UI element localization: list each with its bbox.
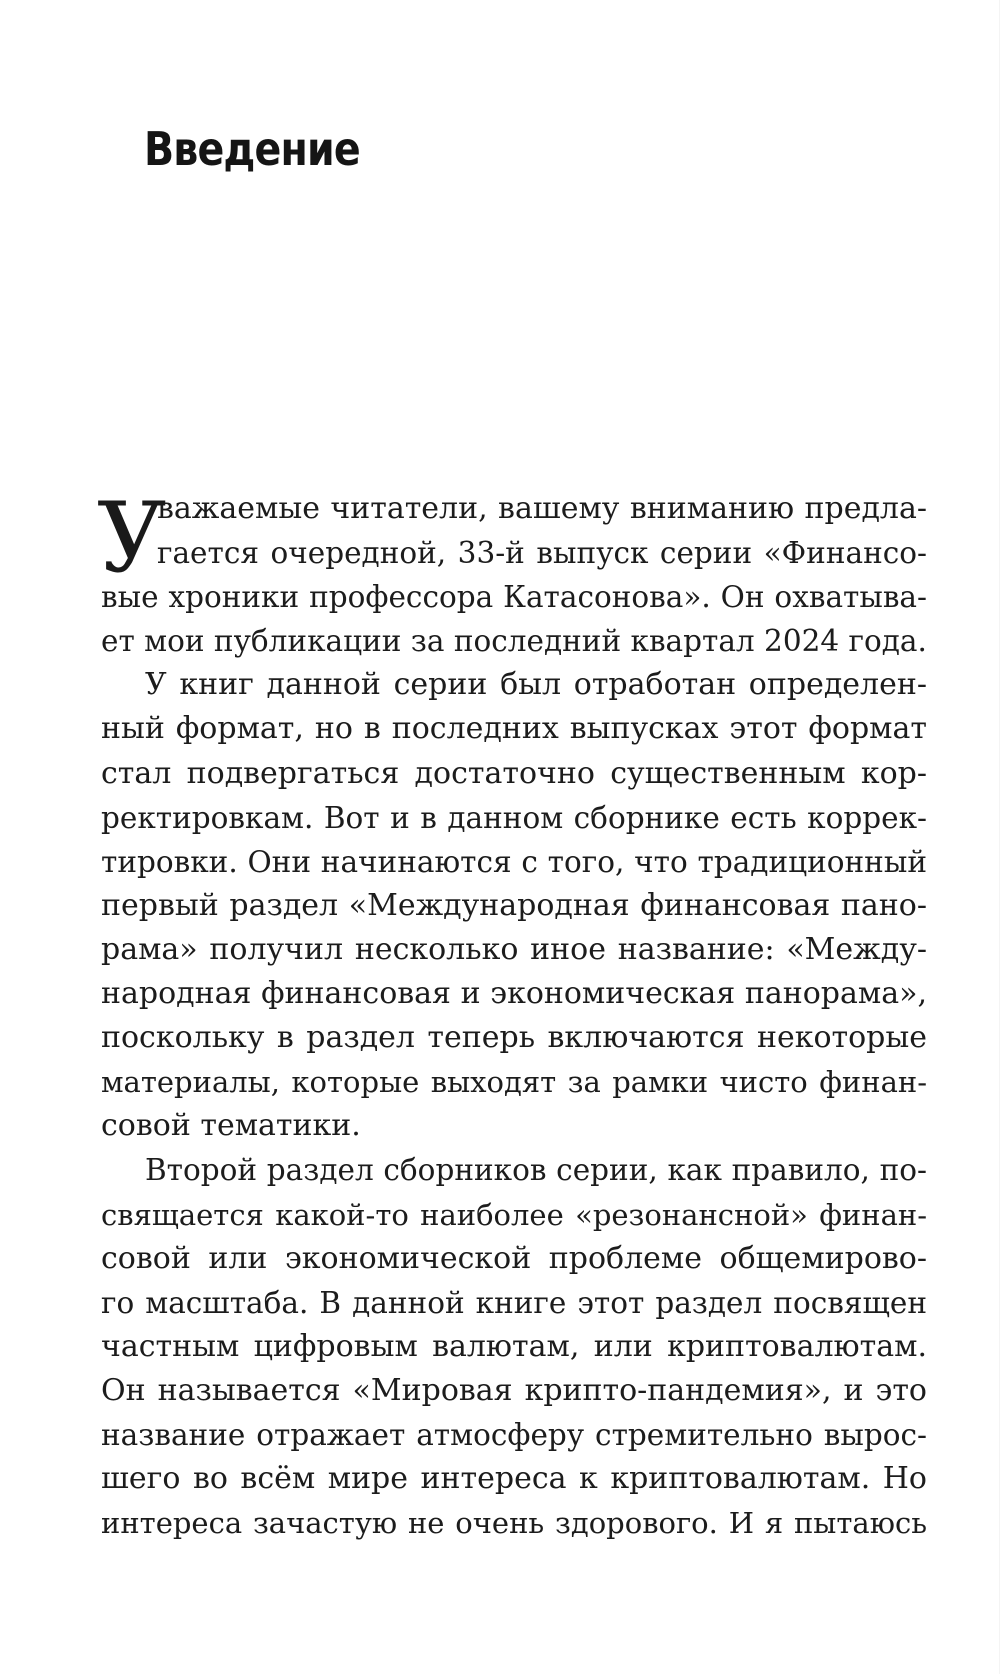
text-line: го масштаба. В данной книге этот раздел посвящен: [101, 1285, 927, 1320]
text-line: совой тематики.: [101, 1108, 361, 1144]
text-line: название отражает атмосферу стремительно вырос-: [101, 1417, 927, 1452]
text-line: Второй раздел сборников серии, как правило, по-: [145, 1153, 927, 1188]
text-line: совой или экономической проблеме общемирово-: [101, 1240, 927, 1276]
text-line: первый раздел «Международная финансовая пано-: [101, 887, 927, 923]
text-line: У книг данной серии был отработан определен-: [145, 667, 927, 703]
text-line: поскольку в раздел теперь включаются некоторые: [101, 1020, 927, 1056]
text-line: шего во всём мире интереса к криптовалютам. Но: [101, 1461, 927, 1497]
text-line: народная финансовая и экономическая панорама»,: [101, 976, 927, 1012]
text-line: стал подвергаться достаточно существенным кор-: [101, 755, 927, 791]
text-line: свящается какой-то наиболее «резонансной» финан-: [101, 1197, 927, 1232]
text-line: вые хроники профессора Катасонова». Он охватыва-: [101, 580, 927, 615]
text-line: интереса зачастую не очень здорового. И я пытаюсь: [101, 1506, 927, 1541]
text-line: Он называется «Мировая крипто-пандемия», и это: [101, 1372, 927, 1408]
text-line: ный формат, но в последних выпусках этот формат: [101, 711, 927, 747]
text-line: ректировкам. Вот и в данном сборнике есть коррек-: [101, 800, 927, 835]
text-line: тировки. Они начинаются с того, что традиционный: [101, 844, 927, 879]
text-line: ет мои публикации за последний квартал 2024 года.: [101, 624, 927, 659]
drop-cap: У: [97, 482, 167, 594]
text-line: гается очередной, 33-й выпуск серии «Финансо-: [157, 536, 927, 571]
text-line: частным цифровым валютам, или криптовалютам.: [101, 1328, 927, 1364]
text-line: рама» получил несколько иное название: «Между-: [101, 931, 927, 967]
text-line: важаемые читатели, вашему вниманию предла-: [157, 491, 927, 526]
chapter-heading: Введение: [144, 122, 360, 176]
body-text: [101, 487, 927, 1545]
text-line: материалы, которые выходят за рамки чисто финан-: [101, 1065, 927, 1100]
